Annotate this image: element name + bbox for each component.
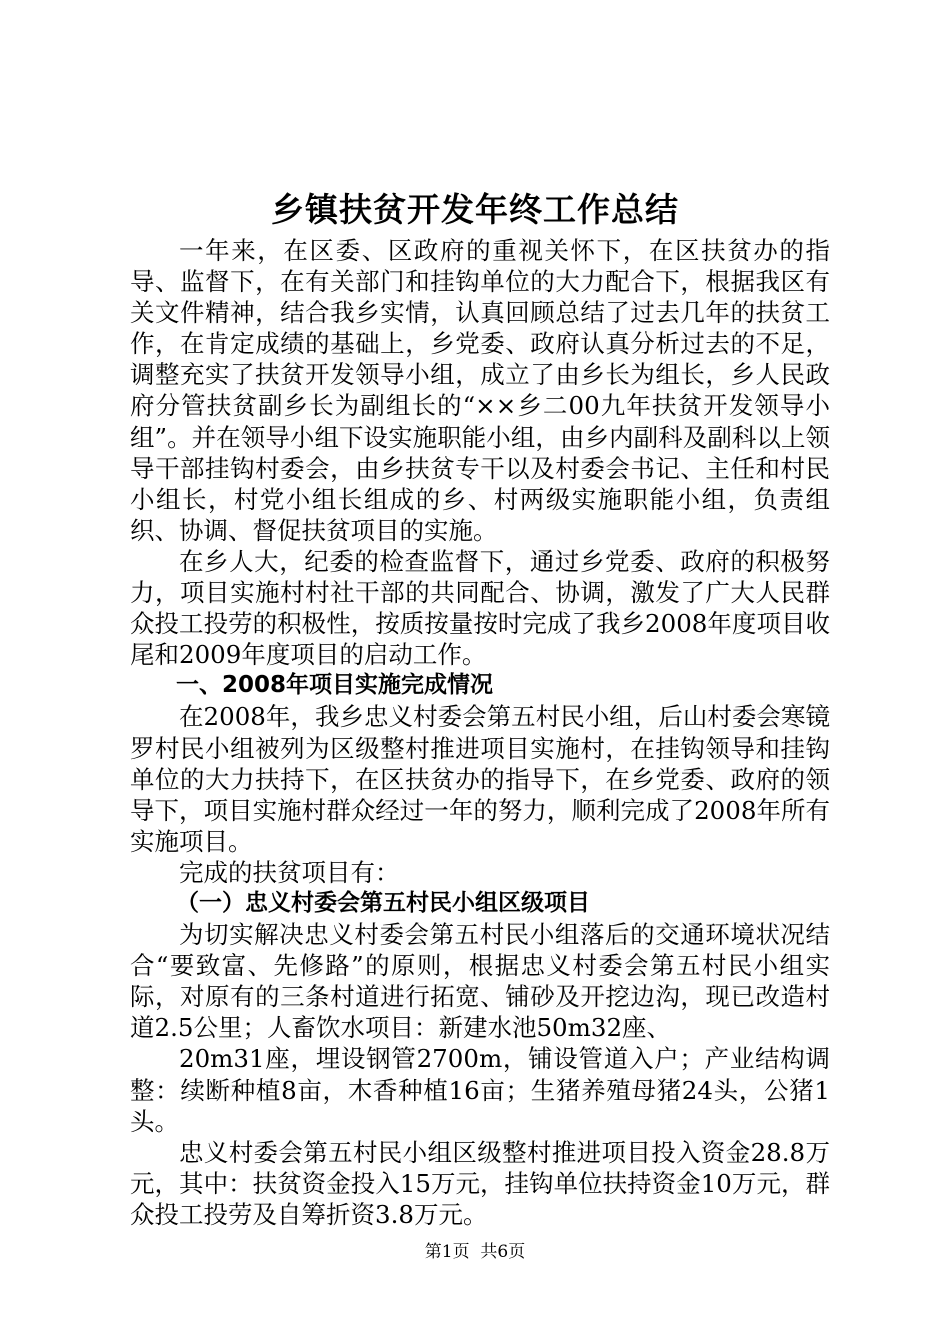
body-paragraph: 在2008年，我乡忠义村委会第五村民小组，后山村委会寒镜罗村民小组被列为区级整村推进项目实施村，在挂钩领导和挂钩单位的大力扶持下，在区扶贫办的指导下，在乡党委、政府的领导下，项目实施村群众经过一年的努力，顺利完成了2008年所有实施项目。 xyxy=(130,702,830,856)
document-title: 乡镇扶贫开发年终工作总结 xyxy=(271,190,679,229)
body-paragraph: 在乡人大，纪委的检查监督下，通过乡党委、政府的积极努力，项目实施村村社干部的共同配合、协调，激发了广大人民群众投工投劳的积极性，按质按量按时完成了我乡2008年度项目收尾和2009年度项目的启动工作。 xyxy=(130,546,830,670)
body-paragraph: 完成的扶贫项目有： xyxy=(179,857,400,887)
page-number-label: 第1页 共6页 xyxy=(424,1242,526,1262)
section-heading: 一、2008年项目实施完成情况 xyxy=(176,672,494,699)
subsection-heading: （一）忠义村委会第五村民小组区级项目 xyxy=(176,889,590,916)
body-paragraph: 为切实解决忠义村委会第五村民小组落后的交通环境状况结合“要致富、先修路”的原则，根据忠义村委会第五村民小组实际，对原有的三条村道进行拓宽、铺砂及开挖边沟，现已改造村道2.5公里；人畜饮水项目：新建水池50m32座、 xyxy=(130,920,830,1043)
body-paragraph: 忠义村委会第五村民小组区级整村推进项目投入资金28.8万元，其中：扶贫资金投入15万元，挂钩单位扶持资金10万元，群众投工投劳及自筹折资3.8万元。 xyxy=(130,1137,830,1229)
page-footer xyxy=(0,1240,950,1264)
body-paragraph: 20m31座，埋设钢管2700m，铺设管道入户；产业结构调整：续断种植8亩，木香种植16亩；生猪养殖母猪24头，公猪1头。 xyxy=(130,1044,830,1136)
document-body xyxy=(130,235,830,1230)
body-paragraph: 一年来，在区委、区政府的重视关怀下，在区扶贫办的指导、监督下，在有关部门和挂钩单位的大力配合下，根据我区有关文件精神，结合我乡实情，认真回顾总结了过去几年的扶贫工作，在肯定成绩的基础上，乡党委、政府认真分析过去的不足，调整充实了扶贫开发领导小组，成立了由乡长为组长，乡人民政府分管扶贫副乡长为副组长的“××乡二00九年扶贫开发领导小组”。并在领导小组下设实施职能小组，由乡内副科及副科以上领导干部挂钩村委会，由乡扶贫专干以及村委会书记、主任和村民小组长，村党小组长组成的乡、村两级实施职能小组，负责组织、协调、督促扶贫项目的实施。 xyxy=(130,236,830,545)
